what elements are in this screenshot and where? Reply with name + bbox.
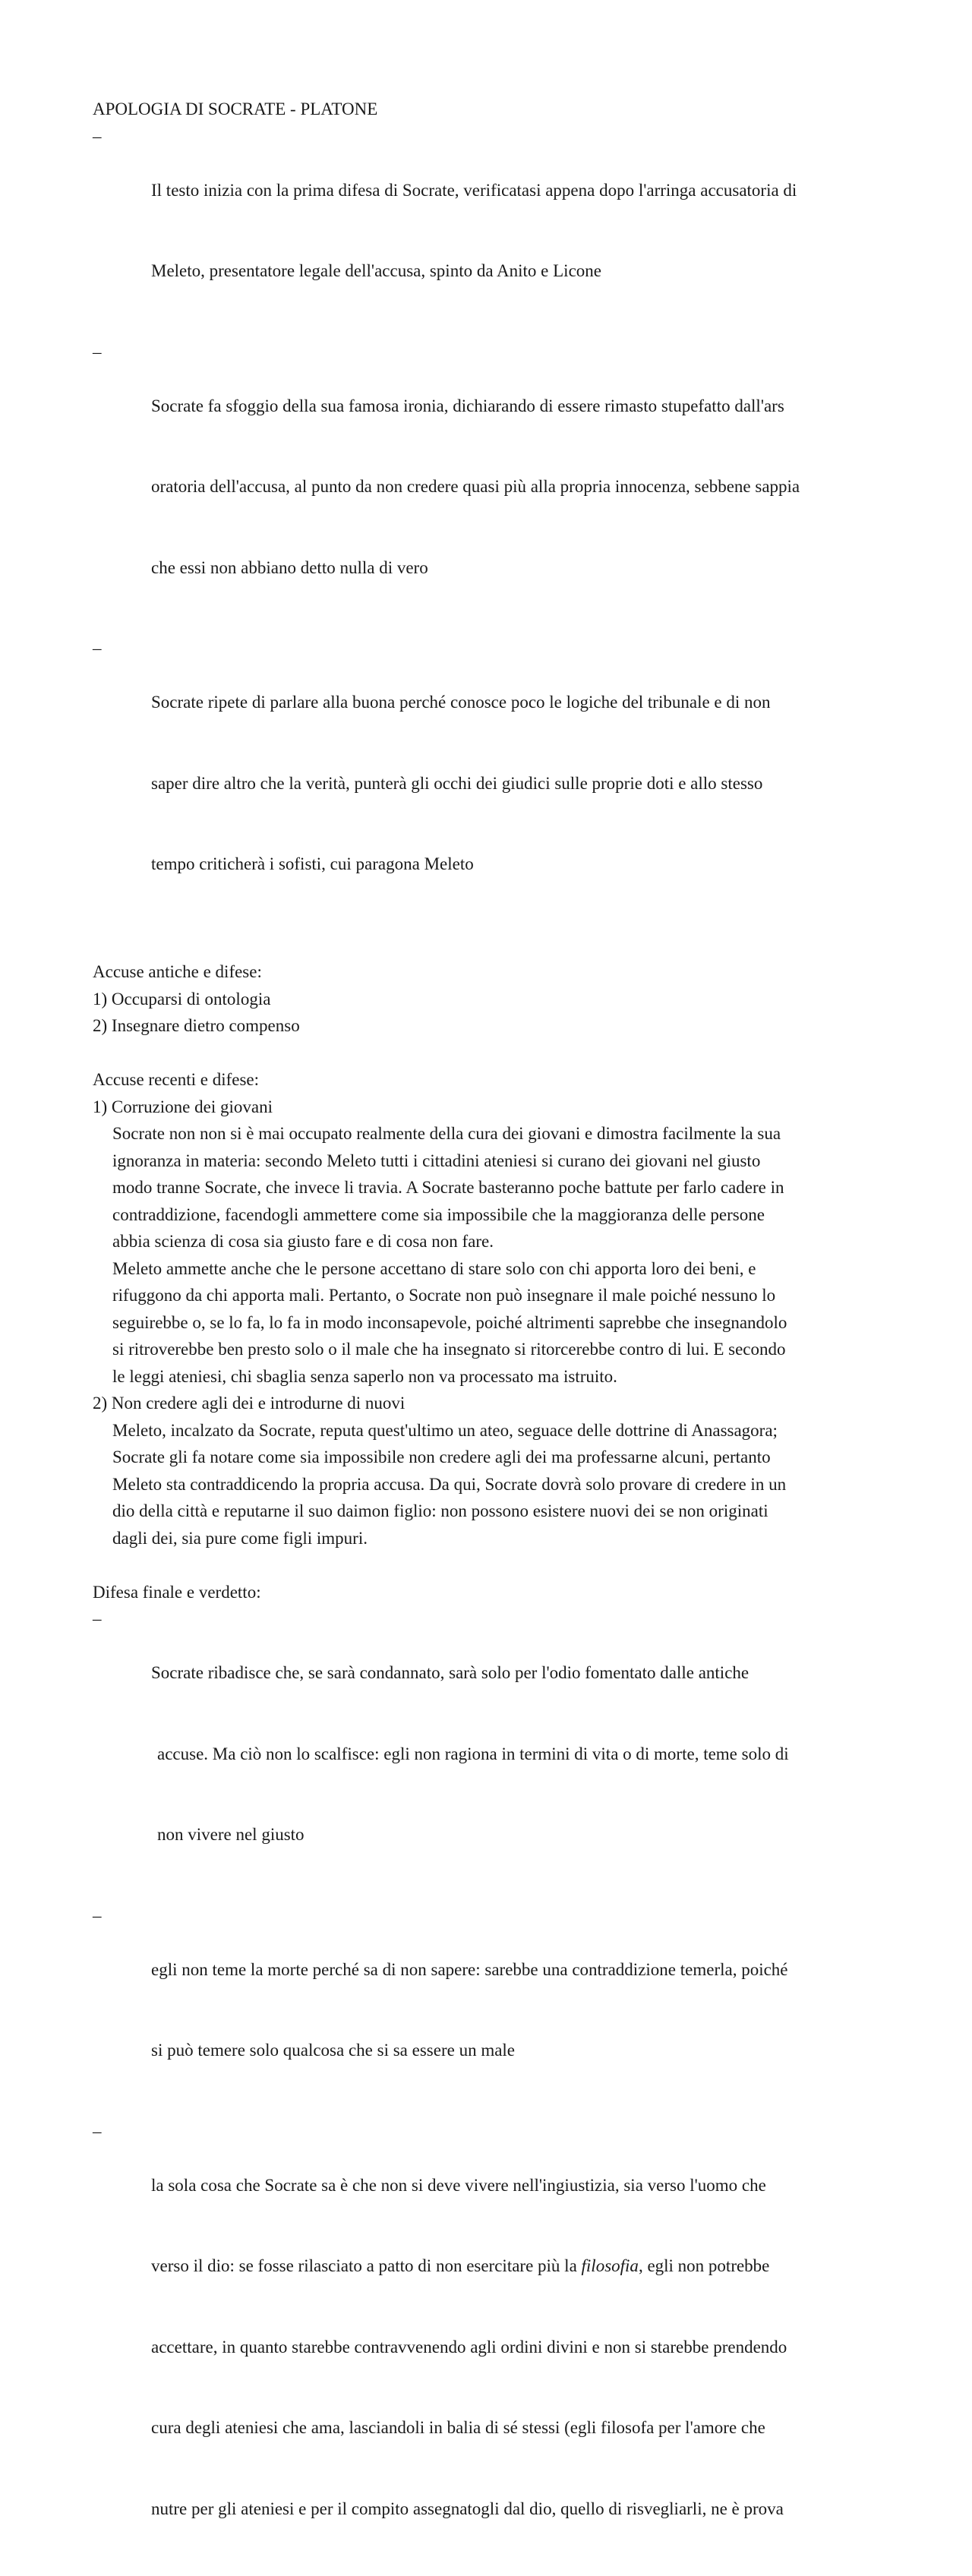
spacer [93,1040,890,1067]
text-line: Socrate non non si è mai occupato realmente della cura dei giovani e dimostra facilmente la sua [112,1120,890,1148]
spacer [93,932,890,959]
text-line: Meleto sta contraddicendo la propria accusa. Da qui, Socrate dovrà solo provare di credere in un [112,1471,890,1498]
paragraph [93,1417,890,1552]
text-line: Il testo inizia con la prima difesa di Socrate, verificatasi appena dopo l'arringa accusatoria di [151,177,890,204]
numbered-item: 1) Corruzione dei giovani [93,1094,890,1121]
text-span: , egli non potrebbe [639,2256,769,2275]
text-line: cura degli ateniesi che ama, lasciandoli in balia di sé stessi (egli filosofa per l'amore che [151,2414,890,2442]
text-line: non vivere nel giusto [151,1821,890,1848]
text-line: Socrate ripete di parlare alla buona perché conosce poco le logiche del tribunale e di non [151,689,890,716]
section-heading-recent: Accuse recenti e difese: [93,1066,890,1094]
text-span: verso il dio: se fosse rilasciato a patto di non esercitare più la [151,2256,582,2275]
list-item [93,1902,890,2118]
text-line: le leggi ateniesi, chi sbaglia senza saperlo non va processato ma istruito. [112,1363,890,1391]
section-heading-final: Difesa finale e verdetto: [93,1579,890,1606]
dash-bullet: – [93,1605,102,1633]
text-line: accuse. Ma ciò non lo scalfisce: egli non ragiona in termini di vita o di morte, teme solo di [151,1741,890,1768]
text-line: Meleto, presentatore legale dell'accusa, spinto da Anito e Licone [151,257,890,285]
text-line: dagli dei, sia pure come figli impuri. [112,1525,890,1552]
text-line: Socrate fa sfoggio della sua famosa ironia, dichiarando di essere rimasto stupefatto dall'ars [151,393,890,420]
text-line: saper dire altro che la verità, punterà gli occhi dei giudici sulle proprie doti e allo stesso [151,770,890,797]
text-line: ignoranza in materia: secondo Meleto tutti i cittadini ateniesi si curano dei giovani nel giusto [112,1148,890,1175]
paragraph [93,1120,890,1390]
text-line: rifuggono da chi apporta mali. Pertanto, o Socrate non può insegnare il male poiché nessuno lo [112,1282,890,1309]
dash-bullet: – [93,339,102,366]
list-item [93,2118,890,2576]
list-item [93,123,890,339]
text-line: accettare, in quanto starebbe contravvenendo agli ordini divini e non si starebbe prendendo [151,2334,890,2361]
text-line: oratoria dell'accusa, al punto da non credere quasi più alla propria innocenza, sebbene sappia [151,473,890,500]
text-line: Socrate gli fa notare come sia impossibile non credere agli dei ma professarne alcuni, pertanto [112,1444,890,1471]
dash-bullet: – [93,635,102,662]
text-line: Meleto ammette anche che le persone accettano di stare solo con chi apporta loro dei beni, e [112,1255,890,1283]
numbered-item: 1) Occuparsi di ontologia [93,986,890,1013]
numbered-item: 2) Non credere agli dei e introdurne di nuovi [93,1390,890,1417]
list-item [93,339,890,636]
text-line: modo tranne Socrate, che invece li travia. A Socrate basteranno poche battute per farlo cadere in [112,1174,890,1201]
list-item [93,1605,890,1902]
spacer [93,1552,890,1579]
document-body [93,96,890,2576]
numbered-item: 2) Insegnare dietro compenso [93,1012,890,1040]
text-line: Socrate ribadisce che, se sarà condannato, sarà solo per l'odio fomentato dalle antiche [151,1659,890,1687]
text-line: abbia scienza di cosa sia giusto fare e di cosa non fare. [112,1228,890,1255]
text-line [151,2252,890,2280]
italic-term: filosofia [582,2256,639,2275]
text-line: nutre per gli ateniesi e per il compito assegnatogli dal dio, quello di risvegliarli, ne è prova [151,2496,890,2523]
dash-bullet: – [93,123,102,150]
section-heading-ancient: Accuse antiche e difese: [93,958,890,986]
dash-bullet: – [93,2118,102,2145]
dash-bullet: – [93,1902,102,1930]
text-line: dio della città e reputarne il suo daimon figlio: non possono esistere nuovi dei se non originati [112,1498,890,1525]
text-line: si può temere solo qualcosa che si sa essere un male [151,2037,890,2064]
text-line: egli non teme la morte perché sa di non sapere: sarebbe una contraddizione temerla, poiché [151,1956,890,1984]
text-line: seguirebbe o, se lo fa, lo fa in modo inconsapevole, poiché altrimenti saprebbe che insegnandolo [112,1309,890,1337]
text-line: Meleto, incalzato da Socrate, reputa quest'ultimo un ateo, seguace delle dottrine di Anassagora; [112,1417,890,1444]
page-title: APOLOGIA DI SOCRATE - PLATONE [93,96,890,123]
text-line: la sola cosa che Socrate sa è che non si deve vivere nell'ingiustizia, sia verso l'uomo che [151,2172,890,2199]
list-item [93,635,890,932]
text-line: si ritroverebbe ben presto solo o il male che ha insegnato si ritorcerebbe contro di lui. E secondo [112,1336,890,1363]
text-line: tempo criticherà i sofisti, cui paragona Meleto [151,851,890,878]
text-line: che essi non abbiano detto nulla di vero [151,554,890,582]
text-line: contraddizione, facendogli ammettere come sia impossibile che la maggioranza delle persone [112,1201,890,1229]
